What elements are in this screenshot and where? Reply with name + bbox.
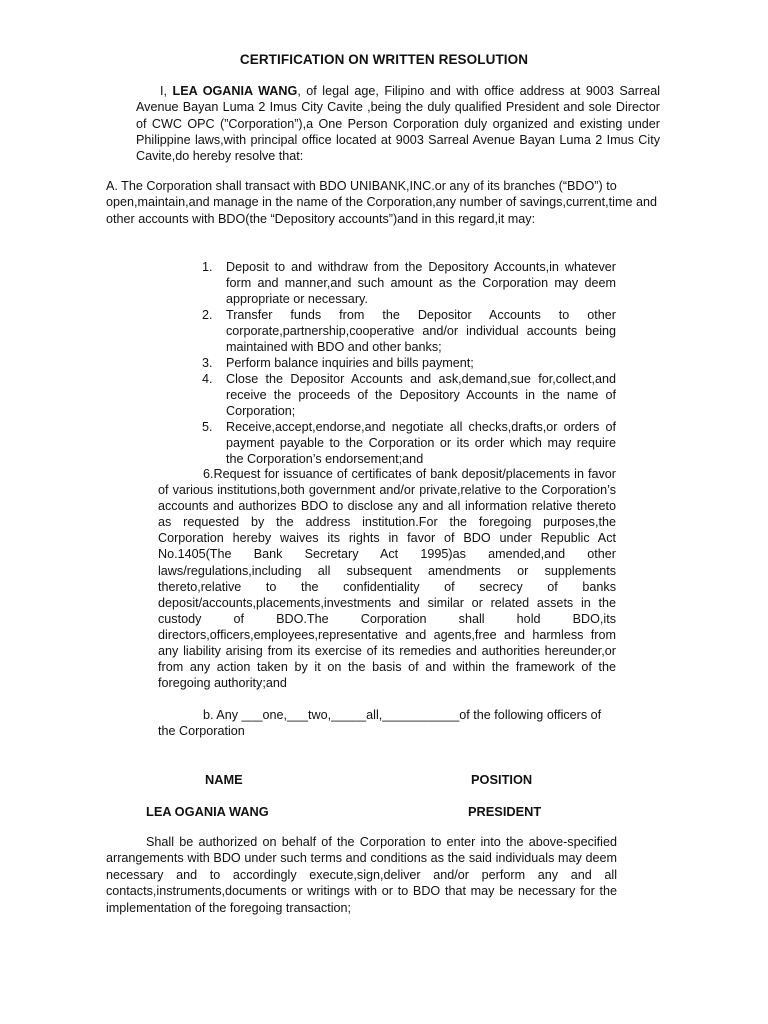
officer-name: LEA OGANIA WANG bbox=[146, 804, 269, 819]
list-item: 2. Transfer funds from the Depositor Accounts to other corporate,partnership,cooperative and/or individual accounts being maintained with BDO and other banks; bbox=[202, 308, 616, 354]
list-item: 3. Perform balance inquiries and bills payment; bbox=[202, 356, 474, 370]
position-column-header: POSITION bbox=[471, 772, 533, 787]
list-item: 4. Close the Depositor Accounts and ask,demand,sue for,collect,and receive the proceeds of the Depository Accounts in the name of Corporation; bbox=[202, 372, 616, 418]
section-a-paragraph: A. The Corporation shall transact with BDO UNIBANK,INC.or any of its branches (“BDO”) to open,maintain,and manage in the name of the Corporation,any number of savings,current,time and other accounts with BDO(the “Depository accounts”)and in this regard,it may: bbox=[106, 179, 657, 226]
closing-paragraph: Shall be authorized on behalf of the Corporation to enter into the above-specified arrangements with BDO under such terms and conditions as the said individuals may deem necessary and to accordingly execute,sign,deliver and/or perform any and all contacts,instruments,documents or writings with or to BDO that may be necessary for the implementation of the foregoing transaction; bbox=[106, 835, 617, 915]
list-item: 1. Deposit to and withdraw from the Depository Accounts,in whatever form and manner,and such amount as the Corporation may deem appropriate or necessary. bbox=[202, 260, 616, 306]
list-item: 5. Receive,accept,endorse,and negotiate all checks,drafts,or orders of payment payable to the Corporation or its order which may require the Corporation’s endorsement;and bbox=[202, 420, 616, 466]
section-b-paragraph: b. Any ___one,___two,_____all,___________of the following officers of the Corporation bbox=[158, 708, 602, 739]
intro-lead: I, bbox=[160, 84, 167, 98]
document-title: CERTIFICATION ON WRITTEN RESOLUTION bbox=[239, 52, 529, 67]
intro-rest: , of legal age, Filipino and with office address at 9003 Sarreal Avenue Bayan Luma 2 Imus City Cavite ,being the duly qualified President and sole Director of CWC OPC (”Corporation”),a One Person Corporation duly organized and existing under Philippine laws,with principal office located at 9003 Sarreal Avenue Bayan Luma 2 Imus City Cavite,do hereby resolve that: bbox=[136, 84, 660, 164]
item-six-paragraph: 6.Request for issuance of certificates of bank deposit/placements in favor of various institutions,both government and/or private,relative to the Corporation’s accounts and authorizes BDO to disclose any and all information relative thereto as requested by the address institution.For the foregoing purposes,the Corporation hereby waives its rights in favor of BDO under Republic Act No.1405(The Bank Secretary Act 1995)as amended,and other laws/regulations,including all subsequent amendments or supplements thereto,relative to the confidentiality of secrecy of banks deposit/accounts,placements,investments and similar or related assets in the custody of BDO.The Corporation shall hold BDO,its directors,officers,employees,representative and agents,free and harmless from any liability arising from its exercise of its remedies and authorities hereunder,or from any action taken by it on the basis of and within the framework of the foregoing authority;and bbox=[158, 467, 616, 691]
name-column-header: NAME bbox=[205, 772, 243, 787]
intro-name: LEA OGANIA WANG bbox=[172, 84, 298, 98]
authority-list bbox=[202, 259, 616, 467]
intro-paragraph bbox=[136, 83, 660, 164]
officer-position: PRESIDENT bbox=[468, 804, 542, 819]
